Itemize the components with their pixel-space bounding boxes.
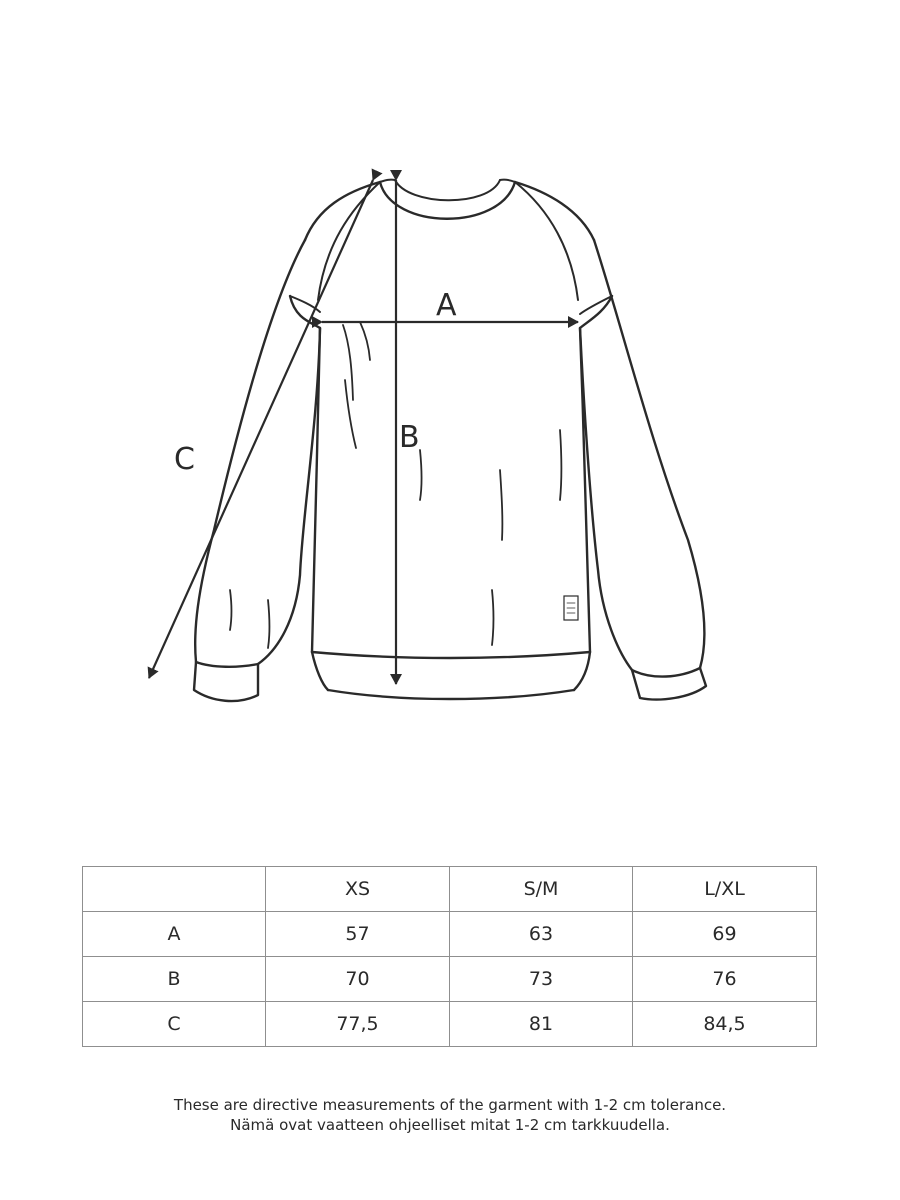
measurement-note: [0, 1095, 900, 1135]
fold-line: [420, 450, 422, 500]
table-header-cell: XS: [266, 867, 450, 912]
collar-neck-seam-right: [500, 180, 515, 182]
note-english: These are directive measurements of the garment with 1-2 cm tolerance.: [173, 1096, 727, 1114]
table-cell: 77,5: [266, 1002, 450, 1047]
fold-line: [345, 380, 356, 448]
table-cell: 84,5: [633, 1002, 817, 1047]
left-cuff: [194, 662, 258, 701]
measure-c-label: C: [174, 442, 195, 477]
fold-line: [360, 322, 370, 360]
left-sleeve-inner: [258, 296, 320, 664]
table-cell: 69: [633, 912, 817, 957]
hem-band-right: [574, 652, 590, 690]
size-chart-table: [82, 866, 817, 1047]
fold-line: [560, 430, 562, 500]
table-row: [83, 1002, 817, 1047]
table-header-cell: L/XL: [633, 867, 817, 912]
table-cell: 70: [266, 957, 450, 1002]
table-row: [83, 957, 817, 1002]
fold-line: [492, 590, 494, 645]
right-shoulder-line: [515, 182, 594, 240]
fold-line: [500, 470, 502, 540]
row-label: B: [83, 957, 266, 1002]
row-label: A: [83, 912, 266, 957]
measurement-lines: [149, 180, 578, 684]
right-raglan-seam: [515, 182, 578, 300]
fold-line: [230, 590, 232, 630]
measure-b-label: B: [399, 420, 420, 455]
measure-c-arrow: [149, 180, 373, 678]
body-right-side: [580, 328, 590, 652]
table-cell: 63: [450, 912, 633, 957]
fold-line: [268, 600, 270, 648]
collar-inner: [395, 180, 500, 200]
right-cuff: [632, 668, 706, 700]
fold-line: [343, 325, 353, 400]
hem-band-left: [312, 652, 328, 690]
note-finnish: Nämä ovat vaatteen ohjeelliset mitat 1-2 cm tarkkuudella.: [230, 1116, 670, 1134]
table-row: [83, 912, 817, 957]
table-header-cell: S/M: [450, 867, 633, 912]
table-cell: 73: [450, 957, 633, 1002]
hem-band-bottom: [328, 690, 574, 699]
body-left-side: [312, 328, 320, 652]
measure-a-label: A: [436, 288, 457, 323]
right-sleeve-outer: [594, 240, 704, 668]
table-header-cell: [83, 867, 266, 912]
table-header-row: [83, 867, 817, 912]
hem-band-top: [312, 652, 590, 658]
sweatshirt-outline: [194, 180, 706, 701]
table-cell: 76: [633, 957, 817, 1002]
collar-neck-seam-left: [380, 180, 395, 182]
table-cell: 57: [266, 912, 450, 957]
row-label: C: [83, 1002, 266, 1047]
table-cell: 81: [450, 1002, 633, 1047]
